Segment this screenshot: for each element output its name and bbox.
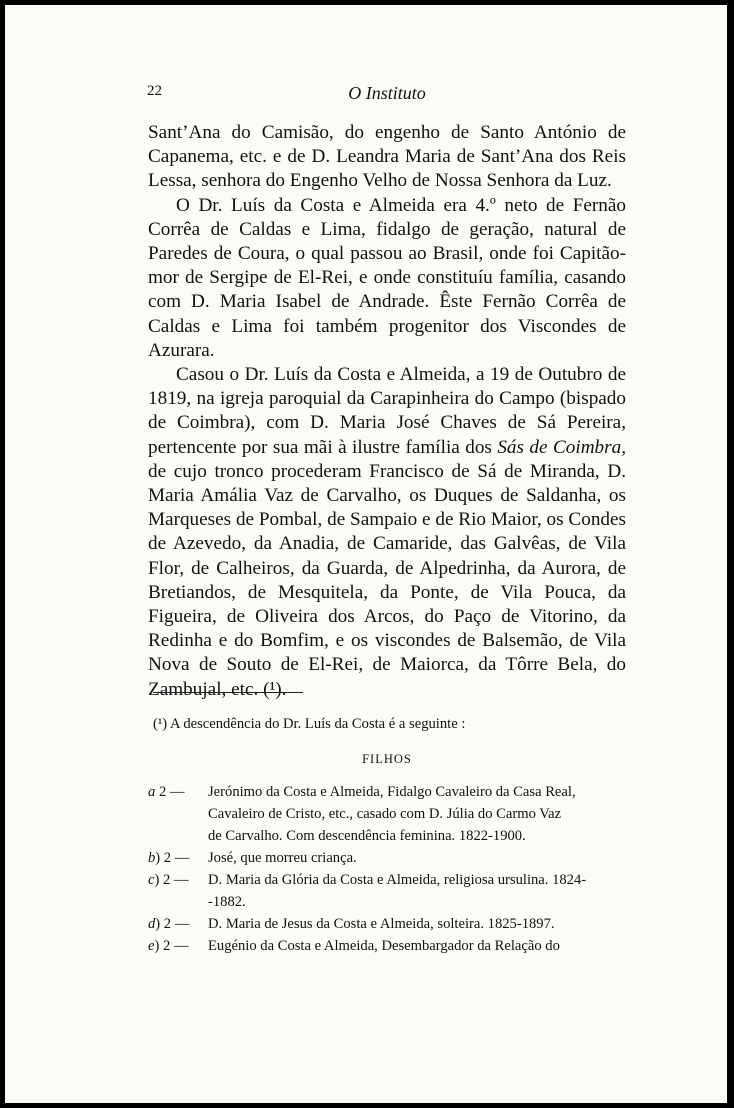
paragraph-1: Sant’Ana do Camisão, do engenho de Santo António de Capanema, etc. e de D. Leandra Maria de Sant’Ana dos Reis Lessa, senhora do Engenho Velho de Nossa Senhora da Luz. [148,122,626,192]
footnote-intro [153,713,626,735]
footnote-entry-e [148,935,626,957]
footnote-entry-c [148,869,626,913]
entry-marker: e) 2 — [148,938,189,954]
entry-marker: b) 2 — [148,850,190,866]
footnote-entry-a [148,781,626,847]
entry-line: Jerónimo da Costa e Almeida, Fidalgo Cavaleiro da Casa Real, [208,784,576,800]
entry-line: de Carvalho. Com descendência feminina. 1822-1900. [208,828,526,844]
footnote-entry-d [148,913,626,935]
entry-line: Cavaleiro de Cristo, etc., casado com D. Júlia do Carmo Vaz [208,806,562,822]
paragraph-2: O Dr. Luís da Costa e Almeida era 4.º neto de Fernão Corrêa de Caldas e Lima, fidalgo de geração, natural de Paredes de Coura, o qual passou ao Brasil, onde foi Capitão-mor de Sergipe de El-Rei, e onde constituíu família, casando com D. Maria Isabel de Andrade. Êste Fernão Corrêa de Caldas e Lima foi também progenitor dos Viscondes de Azurara. [148,194,626,361]
paragraph-3 [148,363,626,702]
section-title: FILHOS [362,752,412,766]
paragraph-3-italic: Sás de Coimbra, [497,436,627,458]
footnote-rule [153,692,303,693]
footnote-entry-b [148,847,626,869]
running-title: O Instituto [348,83,426,103]
footnote-intro-text: A descendência do Dr. Luís da Costa é a seguinte : [169,716,466,732]
entry-marker: c) 2 — [148,872,189,888]
footnote-block [148,713,626,957]
entry-line: José, que morreu criança. [208,850,357,866]
footnote-reference: (¹). [263,678,287,700]
main-text [148,121,626,702]
paragraph-3-text-a: Casou o Dr. Luís da Costa e Almeida, a 19 de Outubro de 1819, na igreja paroquial da Carapinheira do Campo (bispado de Coimbra), com D. Maria José Chaves de Sá Pereira, pertencente por sua mãi à ilustre família dos [148,364,626,458]
document-page [5,5,727,1103]
entry-marker: a 2 — [148,784,185,800]
page-number: 22 [147,83,162,99]
entry-line: D. Maria de Jesus da Costa e Almeida, solteira. 1825-1897. [208,916,555,932]
footnote-marker: (¹) [153,716,168,732]
paragraph-3-text-b: de cujo tronco procederam Francisco de Sá de Miranda, D. Maria Amália Vaz de Carvalho, os Duques de Saldanha, os Marqueses de Pombal, de Sampaio e de Rio Maior, os Condes de Azevedo, da Anadia, de Camaride, das Galvêas, de Vila Flor, de Calheiros, da Guarda, de Alpedrinha, da Aurora, de Bretiandos, de Mesquitela, da Ponte, de Vila Pouca, da Figueira, de Oliveira dos Arcos, do Paço de Vitorino, da Redinha e do Bomfim, e os viscondes de Balsemão, de Vila Nova de Souto de El-Rei, de Maiorca, da Tôrre Bela, do Zambujal, etc. [148,460,626,700]
entry-line: -1882. [208,894,246,910]
entry-line: D. Maria da Glória da Costa e Almeida, religiosa ursulina. 1824- [208,872,587,888]
entry-line: Eugénio da Costa e Almeida, Desembargador da Relação do [208,938,560,954]
entry-marker: d) 2 — [148,916,190,932]
running-header [147,83,627,107]
